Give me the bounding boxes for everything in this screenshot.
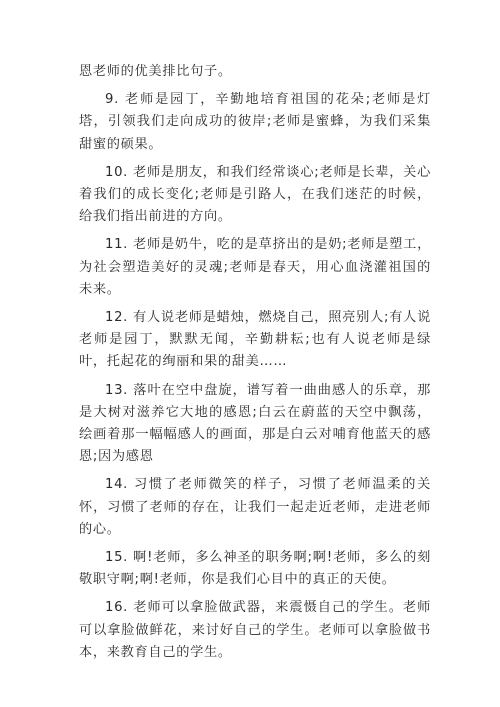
paragraph-15: 15. 啊!老师，多么神圣的职务啊;啊!老师，多么的刻敬职守啊;啊!老师，你是我们心目中的真正的天使。: [79, 550, 431, 588]
paragraph-11: 11. 老师是奶牛，吃的是草挤出的是奶;老师是塑工，为社会塑造美好的灵魂;老师是春天，用心血浇灌祖国的未来。: [79, 237, 431, 297]
document-body: [79, 61, 431, 670]
paragraph-12: 12. 有人说老师是蜡烛，燃烧自己，照亮别人;有人说老师是园丁，默默无闻，辛勤耕耘;也有人说老师是绿叶，托起花的绚丽和果的甜美……: [79, 310, 431, 370]
paragraph-16: 16. 老师可以拿脸做武器，来震慑自己的学生。老师可以拿脸做鲜花，来讨好自己的学生。老师可以拿脸做书本，来教育自己的学生。: [79, 600, 431, 660]
paragraph-intro: 恩老师的优美排比句子。: [79, 64, 232, 79]
paragraph-13: 13. 落叶在空中盘旋，谱写着一曲曲感人的乐章，那是大树对滋养它大地的感恩;白云在蔚蓝的天空中飘荡，绘画着那一幅幅感人的画面，那是白云对哺育他蓝天的感恩;因为感恩: [79, 382, 431, 465]
paragraph-14: 14. 习惯了老师微笑的样子，习惯了老师温柔的关怀，习惯了老师的存在，让我们一起走近老师，走进老师的心。: [79, 477, 431, 537]
paragraph-10: 10. 老师是朋友，和我们经常谈心;老师是长辈，关心着我们的成长变化;老师是引路人，在我们迷茫的时候，给我们指出前进的方向。: [79, 164, 431, 225]
paragraph-9: 9. 老师是园丁，辛勤地培育祖国的花朵;老师是灯塔，引领我们走向成功的彼岸;老师是蜜蜂，为我们采集甜蜜的硕果。: [79, 92, 431, 152]
